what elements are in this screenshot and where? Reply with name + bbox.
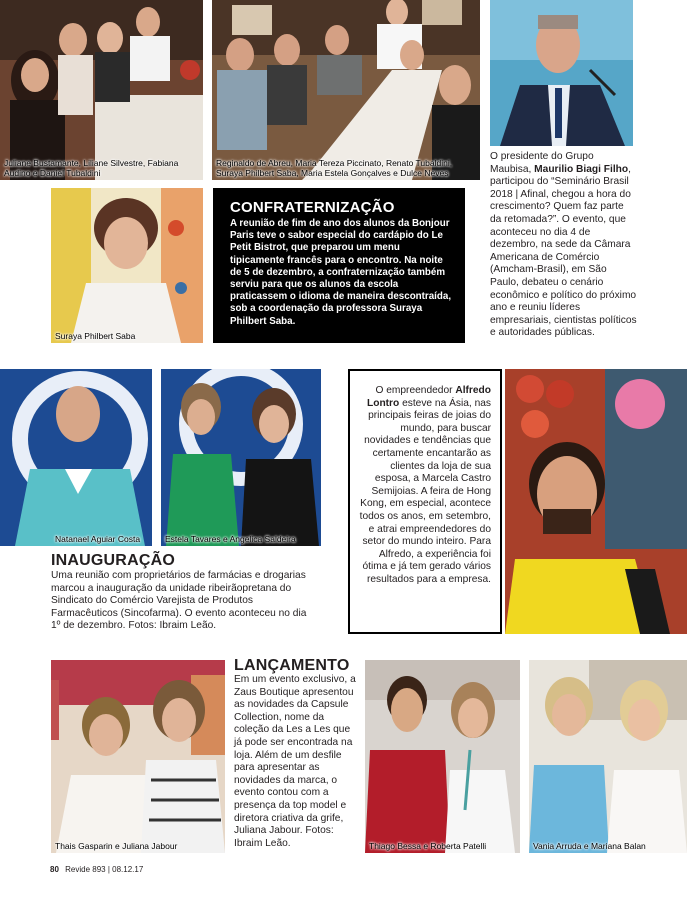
lancamento-title: LANÇAMENTO [234, 657, 350, 674]
alfredo-text-block [358, 385, 491, 587]
photo-thiago-roberta [365, 660, 520, 853]
inauguracao-text: Uma reunião com proprietários de farmácias e drogarias marcou a inauguração da unidade ribeirãopretana do Sindicato do Comércio Varejista de Produtos Farmacêuticos (Sincofarma). O evento aconteceu no dia 1º de dezembro. Fotos: Ibraim Leão. [51, 570, 307, 632]
caption: Reginaldo de Abreu, Maria Tereza Piccinato, Renato Tubaldini, Suraya Philbert Saba, Maria Estela Gonçalves e Dulce Neves [216, 158, 453, 178]
photo-thais-juliana [51, 660, 225, 853]
photo-natanael-costa [0, 369, 152, 546]
photo-vania-mariana [529, 660, 687, 853]
page-number: 80 [50, 865, 59, 874]
caption: Estela Tavares e Angelica Saldeira [165, 534, 296, 544]
page-footer [50, 865, 143, 874]
alfredo-text-box [348, 369, 502, 634]
magazine-issue: Revide 893 | 08.12.17 [65, 865, 144, 874]
alfredo-text-after: esteve na Ásia, nas principais feiras de joias do mundo, para buscar novidades e tendências que certamente encantarão as clientes da loja de sua esposa, a Marcela Castro Semijoias. A feira de Hong Kong, em especial, acontece todos os anos, em setembro, e atrai empreendedores do setor do mundo inteiro. Para Alfredo, a experiência foi ótima e já tem gerado vários resultados para a empresa. [359, 397, 491, 585]
caption: Juliane Bustamante, Liliane Silvestre, Fabiana Audino e Daniel Tubaldini [4, 158, 179, 178]
inauguracao-title: INAUGURAÇÃO [51, 552, 175, 569]
photo-suraya-saba [51, 188, 203, 343]
photo-estela-angelica [161, 369, 321, 546]
confraternizacao-box [213, 188, 465, 343]
caption: Natanael Aguiar Costa [55, 534, 141, 544]
maurilio-text-block [490, 151, 637, 340]
photo-maurilio-biagi [490, 0, 633, 146]
maurilio-name: Maurilio Biagi Filho [534, 163, 629, 175]
confraternizacao-text: A reunião de fim de ano dos alunos da Bonjour Paris teve o sabor especial do cardápio do Le Petit Bistrot, que preparou um menu tipicamente francês para o encontro. Na noite de 5 de dezembro, a confraternização também serviu para que os alunos da escola praticassem o idioma de maneira descontraída, sob a coordenação da professora Suraya Philbert Saba. [230, 218, 452, 327]
alfredo-name: Alfredo Lontro [367, 385, 491, 409]
photo-dinner-group-2 [212, 0, 480, 180]
photo-dinner-group-1 [0, 0, 203, 180]
caption: Thais Gasparin e Juliana Jabour [55, 841, 178, 851]
alfredo-text-before: O empreendedor [375, 385, 456, 396]
confraternizacao-title: CONFRATERNIZAÇÃO [230, 199, 395, 216]
maurilio-text-after: , participou do “Seminário Brasil 2018 | Afinal, chegou a hora do crescimento? Quem faz parte da retomada?”. O evento, que aconteceu no dia 4 de dezembro, na sede da Câmara Americana de Comércio (Amcham-Brasil), em São Paulo, debateu o cenário econômico e político do próximo ano e reuniu líderes empresariais, cientistas políticos e autoridades públicas. [490, 163, 637, 339]
caption: Thiago Bessa e Roberta Patelli [369, 841, 487, 851]
lancamento-text: Em um evento exclusivo, a Zaus Boutique apresentou as novidades da Capsule Collection, nome da coleção da Les a Les que já pode ser encontrada na loja. Além de um desfile para apresentar as novidades da marca, o evento contou com a presença da top model e diretora criativa da grife, Juliana Jabour. Fotos: Ibraim Leão. [234, 674, 356, 849]
maurilio-text-before: O presidente do Grupo Maubisa, [490, 151, 594, 175]
caption: Vania Arruda e Mariana Balan [533, 841, 646, 851]
photo-alfredo-lontro [505, 369, 687, 634]
caption: Suraya Philbert Saba [55, 331, 136, 341]
